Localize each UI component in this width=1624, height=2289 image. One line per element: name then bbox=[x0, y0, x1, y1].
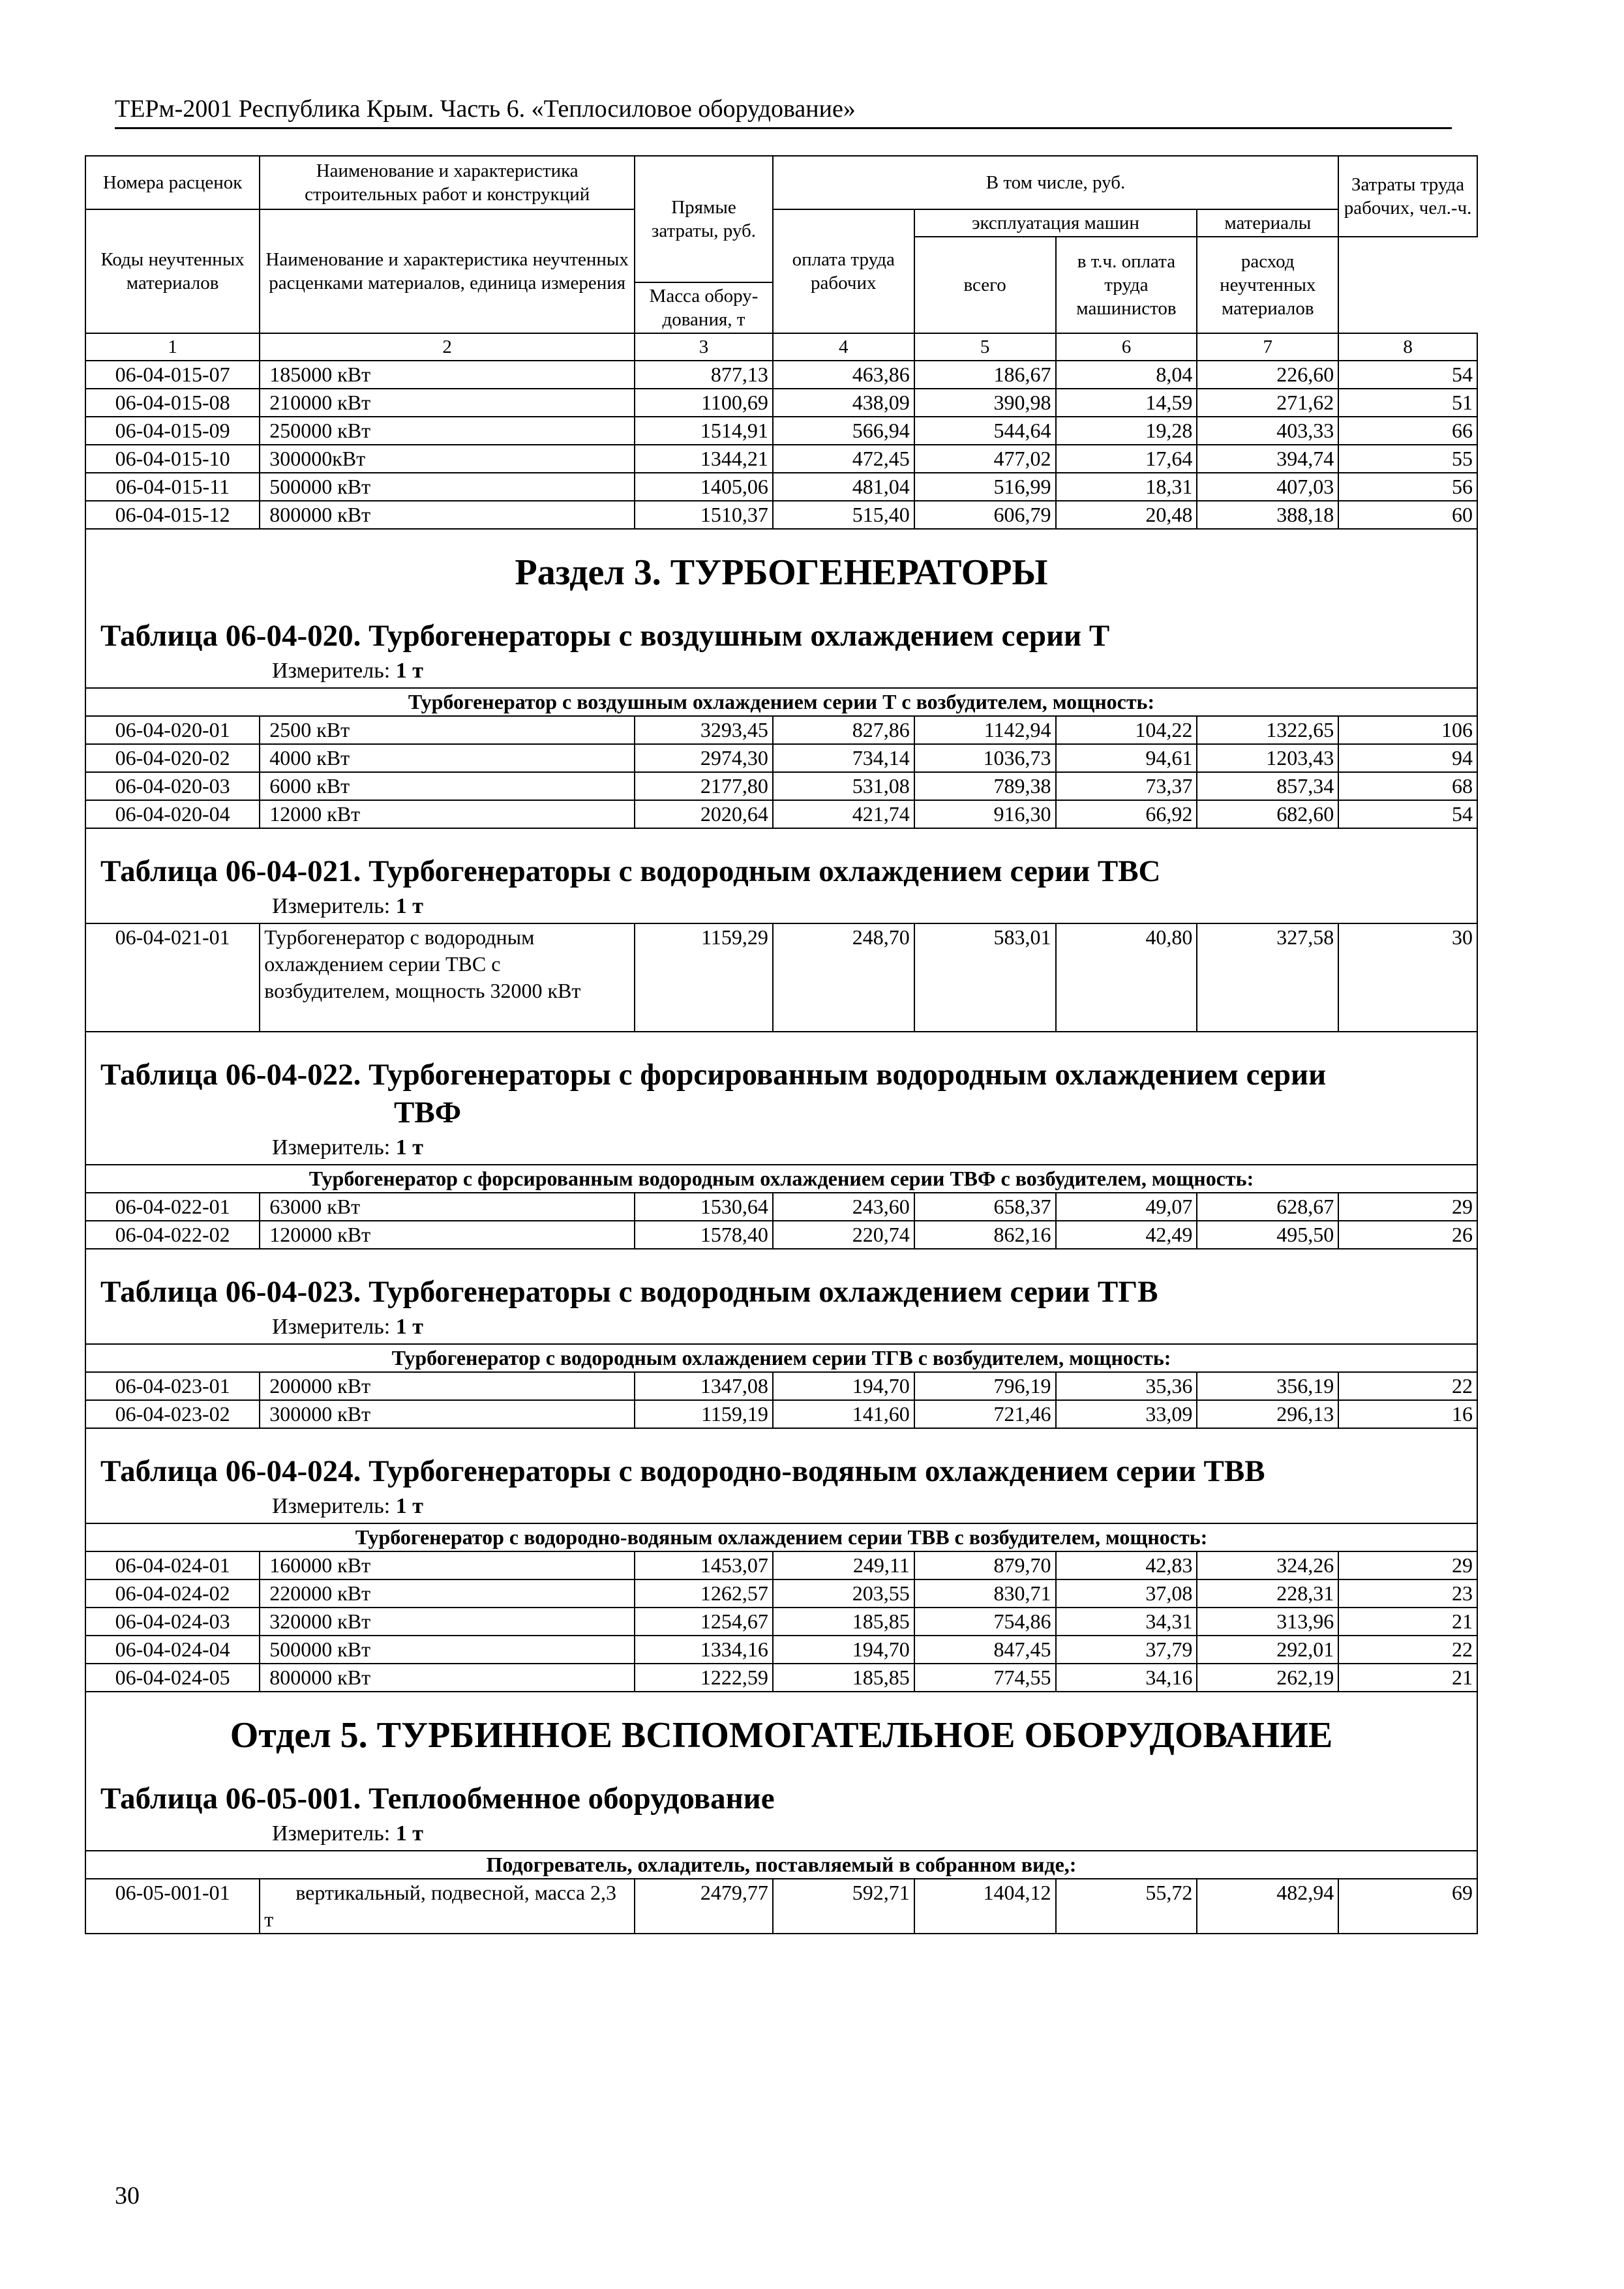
table-row bbox=[85, 744, 1477, 772]
rate-name: 200000 кВт bbox=[260, 1372, 635, 1400]
materials-cost: 857,34 bbox=[1197, 772, 1338, 800]
table-row bbox=[85, 1879, 1477, 1934]
col-number: 6 bbox=[1056, 333, 1197, 361]
labor-hours: 21 bbox=[1338, 1608, 1477, 1636]
rate-name: 300000 кВт bbox=[260, 1400, 635, 1428]
table-row bbox=[85, 800, 1477, 828]
machinists-labor: 34,31 bbox=[1056, 1608, 1197, 1636]
table-row bbox=[85, 1400, 1477, 1428]
labor-cost: 481,04 bbox=[773, 473, 914, 501]
rate-code: 06-04-024-05 bbox=[85, 1664, 260, 1692]
machines-total: 789,38 bbox=[914, 772, 1056, 800]
direct-cost: 1222,59 bbox=[635, 1664, 773, 1692]
meter-line bbox=[86, 657, 1477, 687]
table-row bbox=[85, 772, 1477, 800]
labor-hours: 16 bbox=[1338, 1400, 1477, 1428]
col-number: 5 bbox=[914, 333, 1056, 361]
dept5-title: Отдел 5. ТУРБИННОЕ ВСПОМОГАТЕЛЬНОЕ ОБОРУДОВАНИЕ bbox=[230, 1715, 1333, 1756]
meter-value: 1 т bbox=[395, 1821, 423, 1846]
labor-cost: 243,60 bbox=[773, 1193, 914, 1221]
table-05-001-group: Подогреватель, охладитель, поставляемый в собранном виде,: bbox=[85, 1851, 1477, 1879]
document-body bbox=[85, 155, 1478, 1934]
rate-code: 06-04-020-04 bbox=[85, 800, 260, 828]
labor-hours: 66 bbox=[1338, 417, 1477, 445]
table-023-rows bbox=[85, 1372, 1477, 1428]
table-row bbox=[85, 1551, 1477, 1579]
col2-header-bottom: Наименование и характеристика неучтенных расценками материалов, единица измерения bbox=[260, 209, 635, 333]
labor-hours: 69 bbox=[1338, 1879, 1477, 1934]
machinists-labor: 17,64 bbox=[1056, 445, 1197, 473]
table-022-rows bbox=[85, 1193, 1477, 1249]
table-row bbox=[85, 417, 1477, 445]
meter-label: Измеритель: bbox=[272, 1135, 391, 1159]
materials-header: материалы bbox=[1197, 209, 1338, 237]
meter-line bbox=[86, 1134, 1477, 1164]
rate-name: 160000 кВт bbox=[260, 1551, 635, 1579]
table-022-title bbox=[86, 1052, 1477, 1134]
table-row bbox=[85, 1664, 1477, 1692]
direct-cost: 3293,45 bbox=[635, 716, 773, 744]
col1-header-bottom: Коды неучтенных материалов bbox=[85, 209, 260, 333]
meter-label: Измеритель: bbox=[272, 1494, 391, 1518]
machines-total: 477,02 bbox=[914, 445, 1056, 473]
col6-header: в т.ч. оплата труда машинистов bbox=[1056, 237, 1197, 333]
direct-cost: 1405,06 bbox=[635, 473, 773, 501]
direct-cost: 1510,37 bbox=[635, 501, 773, 529]
meter-label: Измеритель: bbox=[272, 894, 391, 918]
rate-code: 06-04-021-01 bbox=[85, 923, 260, 1032]
labor-cost: 248,70 bbox=[773, 923, 914, 1032]
labor-cost: 827,86 bbox=[773, 716, 914, 744]
rate-name: 12000 кВт bbox=[260, 800, 635, 828]
table-row bbox=[85, 445, 1477, 473]
machines-total: 774,55 bbox=[914, 1664, 1056, 1692]
rate-name: 2500 кВт bbox=[260, 716, 635, 744]
rate-code: 06-04-020-03 bbox=[85, 772, 260, 800]
meter-value: 1 т bbox=[395, 659, 423, 683]
materials-cost: 394,74 bbox=[1197, 445, 1338, 473]
labor-cost: 194,70 bbox=[773, 1636, 914, 1664]
table-023-title: Таблица 06-04-023. Турбогенераторы с водородным охлаждением серии ТГВ bbox=[100, 1275, 1158, 1309]
table-row bbox=[85, 716, 1477, 744]
materials-cost: 403,33 bbox=[1197, 417, 1338, 445]
table-020-title: Таблица 06-04-020. Турбогенераторы с воздушным охлаждением серии Т bbox=[100, 619, 1110, 653]
table-row bbox=[85, 1636, 1477, 1664]
table-row bbox=[85, 473, 1477, 501]
rate-name: вертикальный, подвесной, масса 2,3 т bbox=[260, 1879, 635, 1934]
table-row bbox=[85, 1372, 1477, 1400]
table-020-rows bbox=[85, 716, 1477, 828]
direct-cost: 1334,16 bbox=[635, 1636, 773, 1664]
machines-total: 721,46 bbox=[914, 1400, 1056, 1428]
labor-cost: 592,71 bbox=[773, 1879, 914, 1934]
col-number: 1 bbox=[85, 333, 260, 361]
table-021-title: Таблица 06-04-021. Турбогенераторы с водородным охлаждением серии ТВС bbox=[100, 854, 1161, 888]
machines-total: 830,71 bbox=[914, 1579, 1056, 1608]
rate-code: 06-04-020-02 bbox=[85, 744, 260, 772]
machines-total: 796,19 bbox=[914, 1372, 1056, 1400]
page-number: 30 bbox=[115, 2182, 140, 2209]
col-number: 8 bbox=[1338, 333, 1477, 361]
rate-code: 06-04-024-02 bbox=[85, 1579, 260, 1608]
meter-label: Измеритель: bbox=[272, 1315, 391, 1339]
labor-cost: 472,45 bbox=[773, 445, 914, 473]
materials-cost: 324,26 bbox=[1197, 1551, 1338, 1579]
materials-cost: 271,62 bbox=[1197, 389, 1338, 417]
labor-hours: 51 bbox=[1338, 389, 1477, 417]
table-row bbox=[85, 501, 1477, 529]
machinists-labor: 94,61 bbox=[1056, 744, 1197, 772]
labor-cost: 185,85 bbox=[773, 1664, 914, 1692]
labor-hours: 30 bbox=[1338, 923, 1477, 1032]
rate-code: 06-04-020-01 bbox=[85, 716, 260, 744]
labor-hours: 54 bbox=[1338, 361, 1477, 389]
direct-cost: 1530,64 bbox=[635, 1193, 773, 1221]
table-022-group: Турбогенератор с форсированным водородным охлаждением серии ТВФ с возбудителем, мощность: bbox=[85, 1165, 1477, 1193]
table-022-title-line2: ТВФ bbox=[394, 1096, 462, 1130]
labor-hours: 29 bbox=[1338, 1551, 1477, 1579]
labor-hours: 54 bbox=[1338, 800, 1477, 828]
machines-total: 847,45 bbox=[914, 1636, 1056, 1664]
direct-cost: 1514,91 bbox=[635, 417, 773, 445]
direct-cost: 1262,57 bbox=[635, 1579, 773, 1608]
machines-total: 583,01 bbox=[914, 923, 1056, 1032]
table-row bbox=[85, 1221, 1477, 1249]
materials-cost: 292,01 bbox=[1197, 1636, 1338, 1664]
table-024-title: Таблица 06-04-024. Турбогенераторы с водородно-водяным охлаждением серии ТВВ bbox=[100, 1454, 1265, 1488]
labor-cost: 515,40 bbox=[773, 501, 914, 529]
machinists-labor: 37,79 bbox=[1056, 1636, 1197, 1664]
rate-name: 800000 кВт bbox=[260, 501, 635, 529]
rate-name: 500000 кВт bbox=[260, 1636, 635, 1664]
rate-code: 06-04-015-10 bbox=[85, 445, 260, 473]
direct-cost: 2177,80 bbox=[635, 772, 773, 800]
labor-cost: 194,70 bbox=[773, 1372, 914, 1400]
materials-cost: 226,60 bbox=[1197, 361, 1338, 389]
labor-hours: 29 bbox=[1338, 1193, 1477, 1221]
materials-cost: 356,19 bbox=[1197, 1372, 1338, 1400]
machinists-labor: 34,16 bbox=[1056, 1664, 1197, 1692]
meter-value: 1 т bbox=[395, 1135, 423, 1159]
materials-cost: 262,19 bbox=[1197, 1664, 1338, 1692]
rate-name: 210000 кВт bbox=[260, 389, 635, 417]
table-023-group: Турбогенератор с водородным охлаждением серии ТГВ с возбудителем, мощность: bbox=[85, 1344, 1477, 1372]
rate-code: 06-04-022-02 bbox=[85, 1221, 260, 1249]
meter-line bbox=[86, 1493, 1477, 1523]
machinists-labor: 8,04 bbox=[1056, 361, 1197, 389]
materials-cost: 495,50 bbox=[1197, 1221, 1338, 1249]
direct-cost: 1254,67 bbox=[635, 1608, 773, 1636]
col2-header-top: Наименование и характеристика строительных работ и конструкций bbox=[260, 156, 635, 209]
rate-name: 63000 кВт bbox=[260, 1193, 635, 1221]
rate-code: 06-04-015-09 bbox=[85, 417, 260, 445]
machinists-labor: 35,36 bbox=[1056, 1372, 1197, 1400]
direct-cost: 877,13 bbox=[635, 361, 773, 389]
rate-code: 06-04-015-08 bbox=[85, 389, 260, 417]
rates-table bbox=[85, 155, 1478, 1934]
meter-value: 1 т bbox=[395, 1315, 423, 1339]
rate-name: 250000 кВт bbox=[260, 417, 635, 445]
rate-code: 06-04-024-01 bbox=[85, 1551, 260, 1579]
table-row bbox=[85, 1193, 1477, 1221]
labor-hours: 106 bbox=[1338, 716, 1477, 744]
col-number: 3 bbox=[635, 333, 773, 361]
direct-cost: 1578,40 bbox=[635, 1221, 773, 1249]
materials-cost: 1203,43 bbox=[1197, 744, 1338, 772]
machines-total: 390,98 bbox=[914, 389, 1056, 417]
column-numbers-row bbox=[85, 333, 1477, 361]
col-number: 7 bbox=[1197, 333, 1338, 361]
direct-cost: 2974,30 bbox=[635, 744, 773, 772]
rate-code: 06-04-015-12 bbox=[85, 501, 260, 529]
meter-label: Измеритель: bbox=[272, 1821, 391, 1846]
labor-cost: 141,60 bbox=[773, 1400, 914, 1428]
labor-cost: 249,11 bbox=[773, 1551, 914, 1579]
table-row bbox=[85, 1579, 1477, 1608]
direct-cost: 2479,77 bbox=[635, 1879, 773, 1934]
labor-hours: 94 bbox=[1338, 744, 1477, 772]
col4-header: оплата труда рабочих bbox=[773, 209, 914, 333]
direct-cost: 1159,19 bbox=[635, 1400, 773, 1428]
table-row bbox=[85, 361, 1477, 389]
labor-hours: 22 bbox=[1338, 1636, 1477, 1664]
machinists-labor: 40,80 bbox=[1056, 923, 1197, 1032]
machines-total: 862,16 bbox=[914, 1221, 1056, 1249]
machinists-labor: 19,28 bbox=[1056, 417, 1197, 445]
labor-hours: 22 bbox=[1338, 1372, 1477, 1400]
meter-line bbox=[86, 1820, 1477, 1850]
labor-cost: 734,14 bbox=[773, 744, 914, 772]
rate-code: 06-04-015-11 bbox=[85, 473, 260, 501]
rate-code: 06-04-023-02 bbox=[85, 1400, 260, 1428]
direct-cost: 1453,07 bbox=[635, 1551, 773, 1579]
machines-total: 1036,73 bbox=[914, 744, 1056, 772]
meter-label: Измеритель: bbox=[272, 659, 391, 683]
materials-cost: 1322,65 bbox=[1197, 716, 1338, 744]
top-rows bbox=[85, 361, 1477, 529]
materials-cost: 296,13 bbox=[1197, 1400, 1338, 1428]
machines-total: 544,64 bbox=[914, 417, 1056, 445]
materials-cost: 407,03 bbox=[1197, 473, 1338, 501]
direct-cost: 2020,64 bbox=[635, 800, 773, 828]
col8-header-top: Затраты труда рабочих, чел.-ч. bbox=[1338, 156, 1477, 237]
rate-code: 06-04-023-01 bbox=[85, 1372, 260, 1400]
machinists-labor: 14,59 bbox=[1056, 389, 1197, 417]
labor-hours: 55 bbox=[1338, 445, 1477, 473]
machinists-labor: 66,92 bbox=[1056, 800, 1197, 828]
labor-cost: 566,94 bbox=[773, 417, 914, 445]
table-022-title-line1: Таблица 06-04-022. Турбогенераторы с форсированным водородным охлаждением серии bbox=[100, 1058, 1327, 1092]
table-row bbox=[85, 923, 1477, 1032]
col1-header-top: Номера расценок bbox=[85, 156, 260, 209]
rate-code: 06-04-024-03 bbox=[85, 1608, 260, 1636]
machinists-labor: 20,48 bbox=[1056, 501, 1197, 529]
machinists-labor: 18,31 bbox=[1056, 473, 1197, 501]
labor-hours: 68 bbox=[1338, 772, 1477, 800]
materials-cost: 628,67 bbox=[1197, 1193, 1338, 1221]
machinists-labor: 104,22 bbox=[1056, 716, 1197, 744]
rate-name: 220000 кВт bbox=[260, 1579, 635, 1608]
materials-cost: 313,96 bbox=[1197, 1608, 1338, 1636]
col3-header: Прямые затраты, руб. bbox=[635, 156, 773, 282]
materials-cost: 388,18 bbox=[1197, 501, 1338, 529]
machines-total: 754,86 bbox=[914, 1608, 1056, 1636]
direct-cost: 1347,08 bbox=[635, 1372, 773, 1400]
labor-cost: 438,09 bbox=[773, 389, 914, 417]
machines-total: 879,70 bbox=[914, 1551, 1056, 1579]
machinists-labor: 42,83 bbox=[1056, 1551, 1197, 1579]
machines-total: 658,37 bbox=[914, 1193, 1056, 1221]
materials-cost: 327,58 bbox=[1197, 923, 1338, 1032]
meter-line bbox=[86, 893, 1477, 923]
rate-name: Турбогенератор с водородным охлаждением серии ТВС с возбудителем, мощность 32000 кВт bbox=[260, 923, 635, 1032]
running-header: ТЕРм-2001 Республика Крым. Часть 6. «Теплосиловое оборудование» bbox=[115, 95, 1452, 129]
rate-name: 500000 кВт bbox=[260, 473, 635, 501]
table-024-group: Турбогенератор с водородно-водяным охлаждением серии ТВВ с возбудителем, мощность: bbox=[85, 1523, 1477, 1551]
labor-cost: 421,74 bbox=[773, 800, 914, 828]
labor-hours: 60 bbox=[1338, 501, 1477, 529]
machines-total: 516,99 bbox=[914, 473, 1056, 501]
labor-cost: 203,55 bbox=[773, 1579, 914, 1608]
direct-cost: 1100,69 bbox=[635, 389, 773, 417]
table-row bbox=[85, 1608, 1477, 1636]
rate-code: 06-04-022-01 bbox=[85, 1193, 260, 1221]
in-total-header: В том числе, руб. bbox=[773, 156, 1338, 209]
meter-line bbox=[86, 1313, 1477, 1343]
rate-name: 120000 кВт bbox=[260, 1221, 635, 1249]
meter-value: 1 т bbox=[395, 1494, 423, 1518]
rate-name: 4000 кВт bbox=[260, 744, 635, 772]
col-number: 4 bbox=[773, 333, 914, 361]
materials-cost: 682,60 bbox=[1197, 800, 1338, 828]
rate-name: 300000кВт bbox=[260, 445, 635, 473]
table-020-group: Турбогенератор с воздушным охлаждением серии Т с возбудителем, мощность: bbox=[85, 688, 1477, 716]
direct-cost: 1344,21 bbox=[635, 445, 773, 473]
direct-cost: 1159,29 bbox=[635, 923, 773, 1032]
col-number: 2 bbox=[260, 333, 635, 361]
rate-code: 06-04-015-07 bbox=[85, 361, 260, 389]
machinists-labor: 33,09 bbox=[1056, 1400, 1197, 1428]
labor-hours: 21 bbox=[1338, 1664, 1477, 1692]
meter-value: 1 т bbox=[395, 894, 423, 918]
rate-code: 06-05-001-01 bbox=[85, 1879, 260, 1934]
labor-hours: 56 bbox=[1338, 473, 1477, 501]
materials-cost: 482,94 bbox=[1197, 1879, 1338, 1934]
labor-hours: 26 bbox=[1338, 1221, 1477, 1249]
machines-header: эксплуатация машин bbox=[914, 209, 1197, 237]
rate-name: 185000 кВт bbox=[260, 361, 635, 389]
labor-hours: 23 bbox=[1338, 1579, 1477, 1608]
col5-header: всего bbox=[914, 237, 1056, 333]
machinists-labor: 55,72 bbox=[1056, 1879, 1197, 1934]
table-row bbox=[85, 389, 1477, 417]
labor-cost: 220,74 bbox=[773, 1221, 914, 1249]
machinists-labor: 37,08 bbox=[1056, 1579, 1197, 1608]
rate-code: 06-04-024-04 bbox=[85, 1636, 260, 1664]
rate-name: 800000 кВт bbox=[260, 1664, 635, 1692]
machines-total: 186,67 bbox=[914, 361, 1056, 389]
rate-name: 6000 кВт bbox=[260, 772, 635, 800]
machinists-labor: 42,49 bbox=[1056, 1221, 1197, 1249]
machines-total: 916,30 bbox=[914, 800, 1056, 828]
materials-cost: 228,31 bbox=[1197, 1579, 1338, 1608]
machinists-labor: 49,07 bbox=[1056, 1193, 1197, 1221]
machinists-labor: 73,37 bbox=[1056, 772, 1197, 800]
table-header bbox=[85, 156, 1477, 361]
table-024-rows bbox=[85, 1551, 1477, 1692]
labor-cost: 185,85 bbox=[773, 1608, 914, 1636]
table-05-001-title: Таблица 06-05-001. Теплообменное оборудование bbox=[100, 1782, 775, 1816]
rate-name: 320000 кВт bbox=[260, 1608, 635, 1636]
section3-title: Раздел 3. ТУРБОГЕНЕРАТОРЫ bbox=[515, 552, 1048, 593]
machines-total: 1404,12 bbox=[914, 1879, 1056, 1934]
labor-cost: 531,08 bbox=[773, 772, 914, 800]
machines-total: 606,79 bbox=[914, 501, 1056, 529]
col7-header: расход неучтенных материалов bbox=[1197, 237, 1338, 333]
labor-cost: 463,86 bbox=[773, 361, 914, 389]
machines-total: 1142,94 bbox=[914, 716, 1056, 744]
col8-header-bottom: Масса обору-дования, т bbox=[635, 282, 773, 333]
